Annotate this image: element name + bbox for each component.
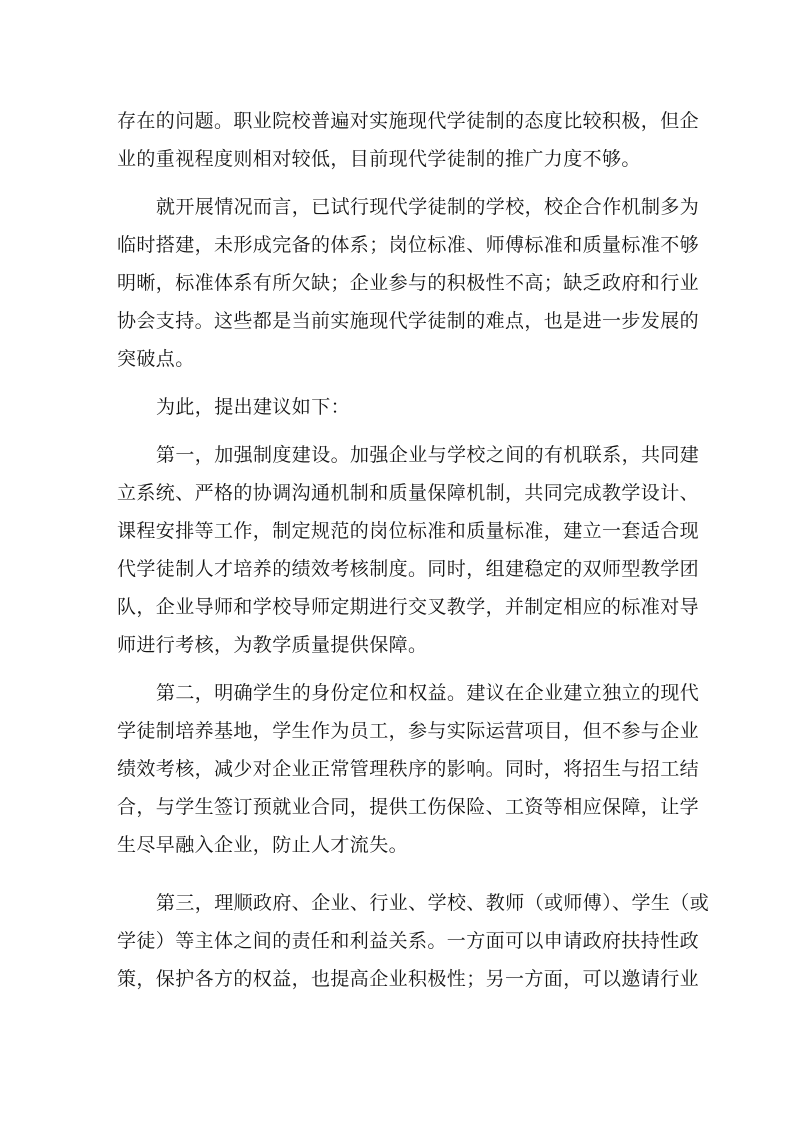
text-line: 生尽早融入企业，防止人才流失。 xyxy=(117,834,409,856)
text-line: 队，企业导师和学校导师定期进行交叉教学，并制定相应的标准对导 xyxy=(117,596,700,618)
paragraph-first-line: 第一，加强制度建设。加强企业与学校之间的有机联系，共同建 xyxy=(156,444,700,466)
text-line: 合，与学生签订预就业合同，提供工伤保险、工资等相应保障，让学 xyxy=(117,796,700,818)
text-line: 学徒制培养基地，学生作为员工，参与实际运营项目，但不参与企业 xyxy=(117,720,700,742)
paragraph-first-line: 第二，明确学生的身份定位和权益。建议在企业建立独立的现代 xyxy=(156,682,700,704)
text-line: 学徒）等主体之间的责任和利益关系。一方面可以申请政府扶持性政 xyxy=(117,930,700,952)
text-line: 策，保护各方的权益，也提高企业积极性；另一方面，可以邀请行业 xyxy=(117,968,700,990)
text-line: 业的重视程度则相对较低，目前现代学徒制的推广力度不够。 xyxy=(117,148,641,170)
text-line: 明晰，标准体系有所欠缺；企业参与的积极性不高；缺乏政府和行业 xyxy=(117,272,700,294)
text-line: 存在的问题。职业院校普遍对实施现代学徒制的态度比较积极，但企 xyxy=(117,110,700,132)
text-line: 课程安排等工作，制定规范的岗位标准和质量标准，建立一套适合现 xyxy=(117,520,700,542)
text-line: 代学徒制人才培养的绩效考核制度。同时，组建稳定的双师型教学团 xyxy=(117,558,700,580)
text-line: 立系统、严格的协调沟通机制和质量保障机制，共同完成教学设计、 xyxy=(117,482,700,504)
text-line: 绩效考核，减少对企业正常管理秩序的影响。同时，将招生与招工结 xyxy=(117,758,700,780)
paragraph-first-line: 就开展情况而言，已试行现代学徒制的学校，校企合作机制多为 xyxy=(156,196,700,218)
text-line: 突破点。 xyxy=(117,348,195,370)
paragraph-first-line: 为此，提出建议如下： xyxy=(156,396,351,418)
text-line: 师进行考核，为教学质量提供保障。 xyxy=(117,634,428,656)
text-line: 协会支持。这些都是当前实施现代学徒制的难点，也是进一步发展的 xyxy=(117,310,700,332)
paragraph-first-line: 第三，理顺政府、企业、行业、学校、教师（或师傅）、学生（或 xyxy=(156,892,710,914)
text-line: 临时搭建，未形成完备的体系；岗位标准、师傅标准和质量标准不够 xyxy=(117,234,700,256)
